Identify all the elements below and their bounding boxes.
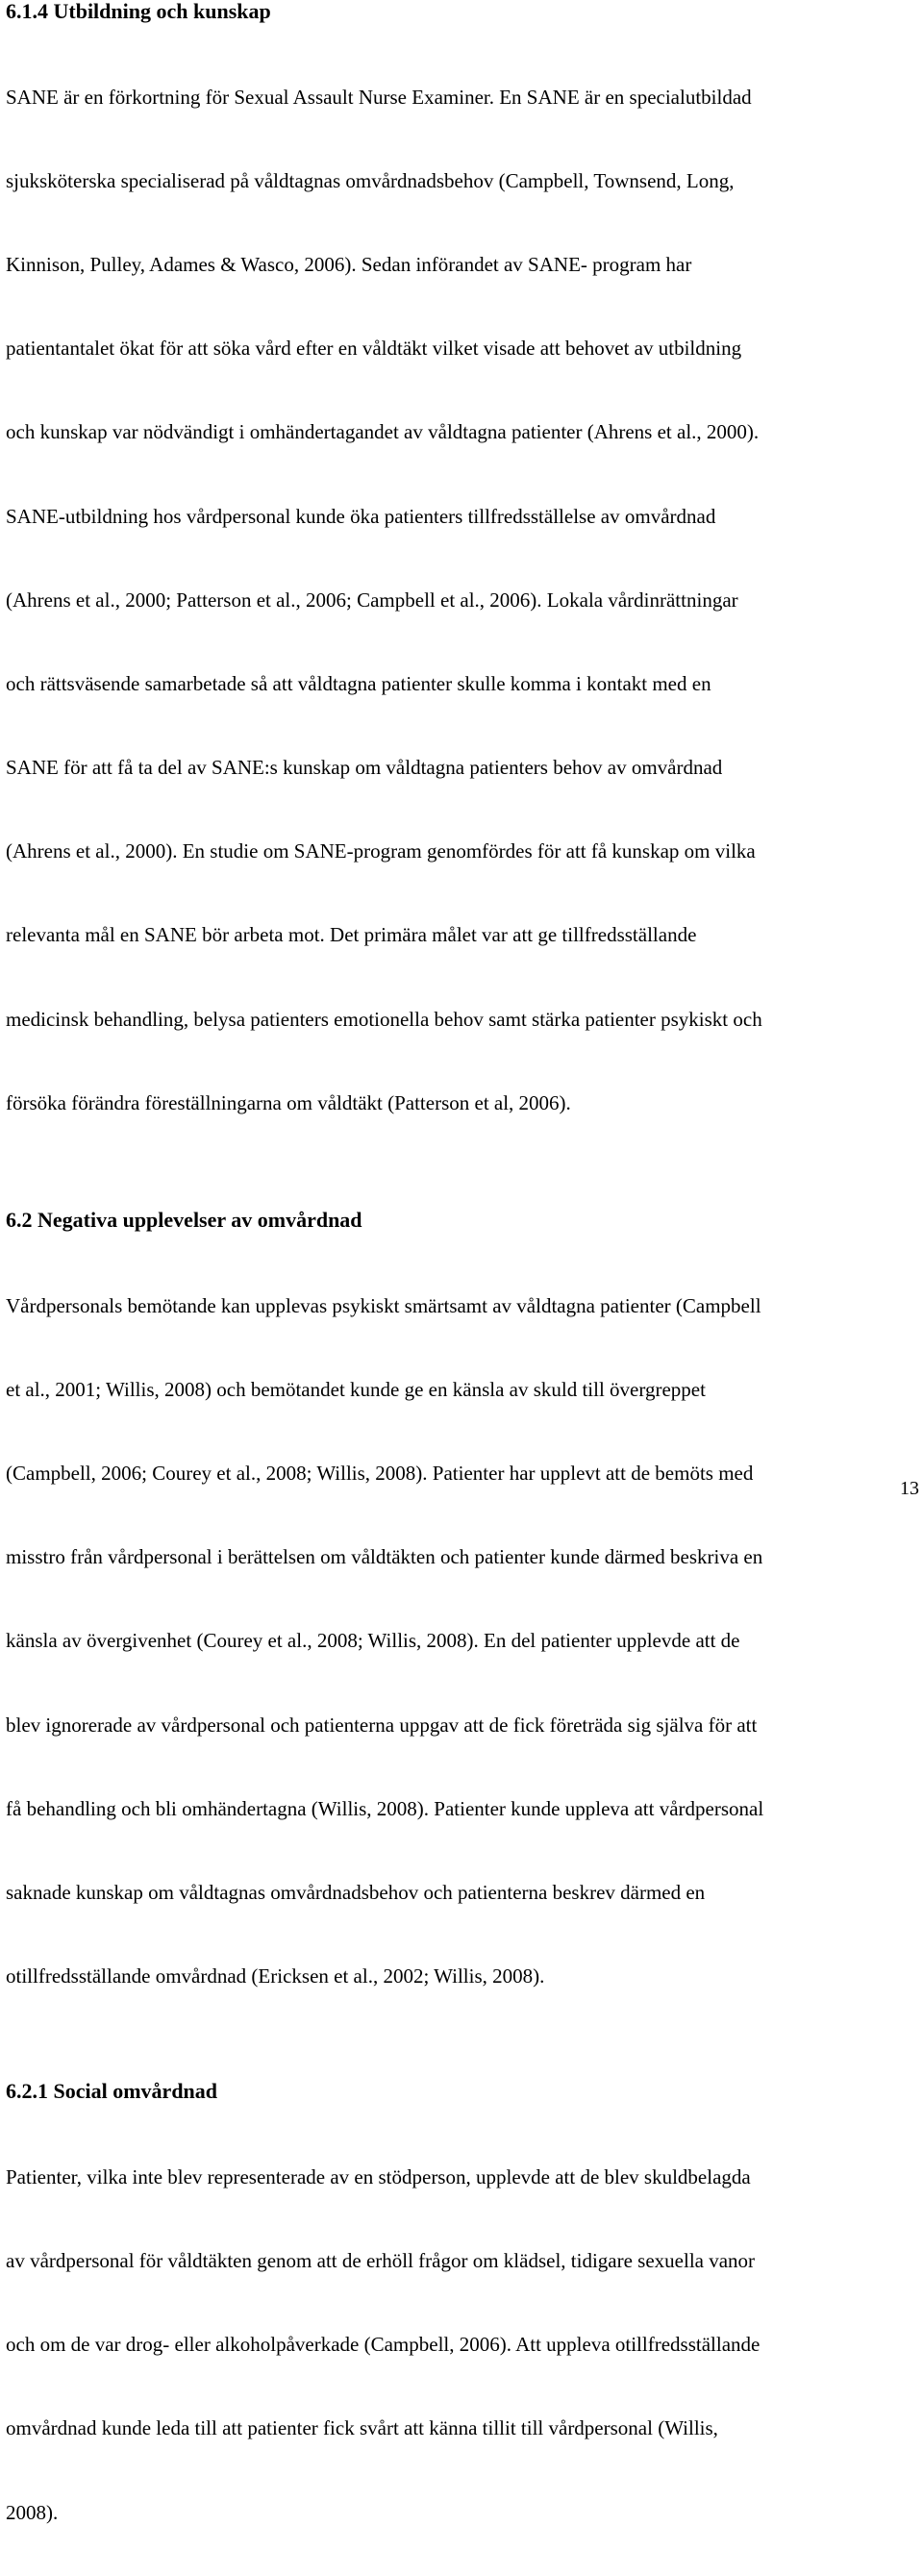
text-line: medicinsk behandling, belysa patienters emotionella behov samt stärka patienter psykiskt och	[6, 1007, 762, 1031]
text-line: känsla av övergivenhet (Courey et al., 2008; Willis, 2008). En del patienter upplevde att de	[6, 1629, 740, 1653]
text-line: 2008).	[6, 2500, 59, 2524]
text-line: och rättsväsende samarbetade så att våldtagna patienter skulle komma i kontakt med en	[6, 671, 711, 695]
text-line: patientantalet ökat för att söka vård efter en våldtäkt vilket visade att behovet av utbildning	[6, 337, 742, 361]
text-line: SANE för att få ta del av SANE:s kunskap om våldtagna patienters behov av omvårdnad	[6, 756, 723, 780]
page-number: 13	[900, 1478, 919, 1499]
text-line: otillfredsställande omvårdnad (Ericksen et al., 2002; Willis, 2008).	[6, 1964, 545, 1988]
section-heading-6-2: 6.2 Negativa upplevelser av omvårdnad	[6, 1208, 362, 1233]
text-line: (Ahrens et al., 2000). En studie om SANE-program genomfördes för att få kunskap om vilka	[6, 839, 756, 863]
text-line: blev ignorerade av vårdpersonal och patienterna uppgav att de fick företräda sig själva för att	[6, 1713, 758, 1737]
text-line: och kunskap var nödvändigt i omhändertagandet av våldtagna patienter (Ahrens et al., 2000).	[6, 420, 760, 444]
section-heading-6-1-4: 6.1.4 Utbildning och kunskap	[6, 0, 271, 23]
text-line: Kinnison, Pulley, Adames & Wasco, 2006). Sedan införandet av SANE- program har	[6, 252, 692, 276]
section-heading-6-2-1: 6.2.1 Social omvårdnad	[6, 2079, 218, 2104]
paragraph-social-omvardnad	[6, 2114, 917, 2576]
text-line: Vårdpersonals bemötande kan upplevas psykiskt smärtsamt av våldtagna patienter (Campbell	[6, 1293, 761, 1317]
text-line: et al., 2001; Willis, 2008) och bemötandet kunde ge en känsla av skuld till övergreppet	[6, 1377, 706, 1401]
text-line: SANE-utbildning hos vårdpersonal kunde öka patienters tillfredsställelse av omvårdnad	[6, 504, 716, 528]
text-line: (Ahrens et al., 2000; Patterson et al., 2006; Campbell et al., 2006). Lokala vårdinrättningar	[6, 588, 738, 612]
text-line: relevanta mål en SANE bör arbeta mot. Det primära målet var att ge tillfredsställande	[6, 923, 697, 947]
text-line: Patienter, vilka inte blev representerade av en stödperson, upplevde att de blev skuldbelagda	[6, 2164, 751, 2188]
text-line: av vårdpersonal för våldtäkten genom att de erhöll frågor om klädsel, tidigare sexuella vanor	[6, 2249, 756, 2273]
text-line: SANE är en förkortning för Sexual Assault Nurse Examiner. En SANE är en specialutbildad	[6, 85, 752, 109]
paragraph-utbildning	[6, 35, 917, 1166]
text-line: och om de var drog- eller alkoholpåverkade (Campbell, 2006). Att uppleva otillfredsställande	[6, 2333, 761, 2357]
document-page	[6, 0, 917, 2576]
text-line: saknade kunskap om våldtagnas omvårdnadsbehov och patienterna beskrev därmed en	[6, 1880, 706, 1904]
text-line: sjuksköterska specialiserad på våldtagnas omvårdnadsbehov (Campbell, Townsend, Long,	[6, 168, 735, 192]
text-line: misstro från vårdpersonal i berättelsen om våldtäkten och patienter kunde därmed beskriva en	[6, 1545, 763, 1569]
text-line: omvårdnad kunde leda till att patienter fick svårt att känna tillit till vårdpersonal (Willis,	[6, 2416, 718, 2440]
text-line: försöka förändra föreställningarna om våldtäkt (Patterson et al, 2006).	[6, 1090, 571, 1114]
text-line: få behandling och bli omhändertagna (Willis, 2008). Patienter kunde uppleva att vårdpersonal	[6, 1796, 764, 1820]
paragraph-negativa-upplevelser	[6, 1243, 917, 2039]
text-line: (Campbell, 2006; Courey et al., 2008; Willis, 2008). Patienter har upplevt att de bemöts med	[6, 1462, 754, 1485]
